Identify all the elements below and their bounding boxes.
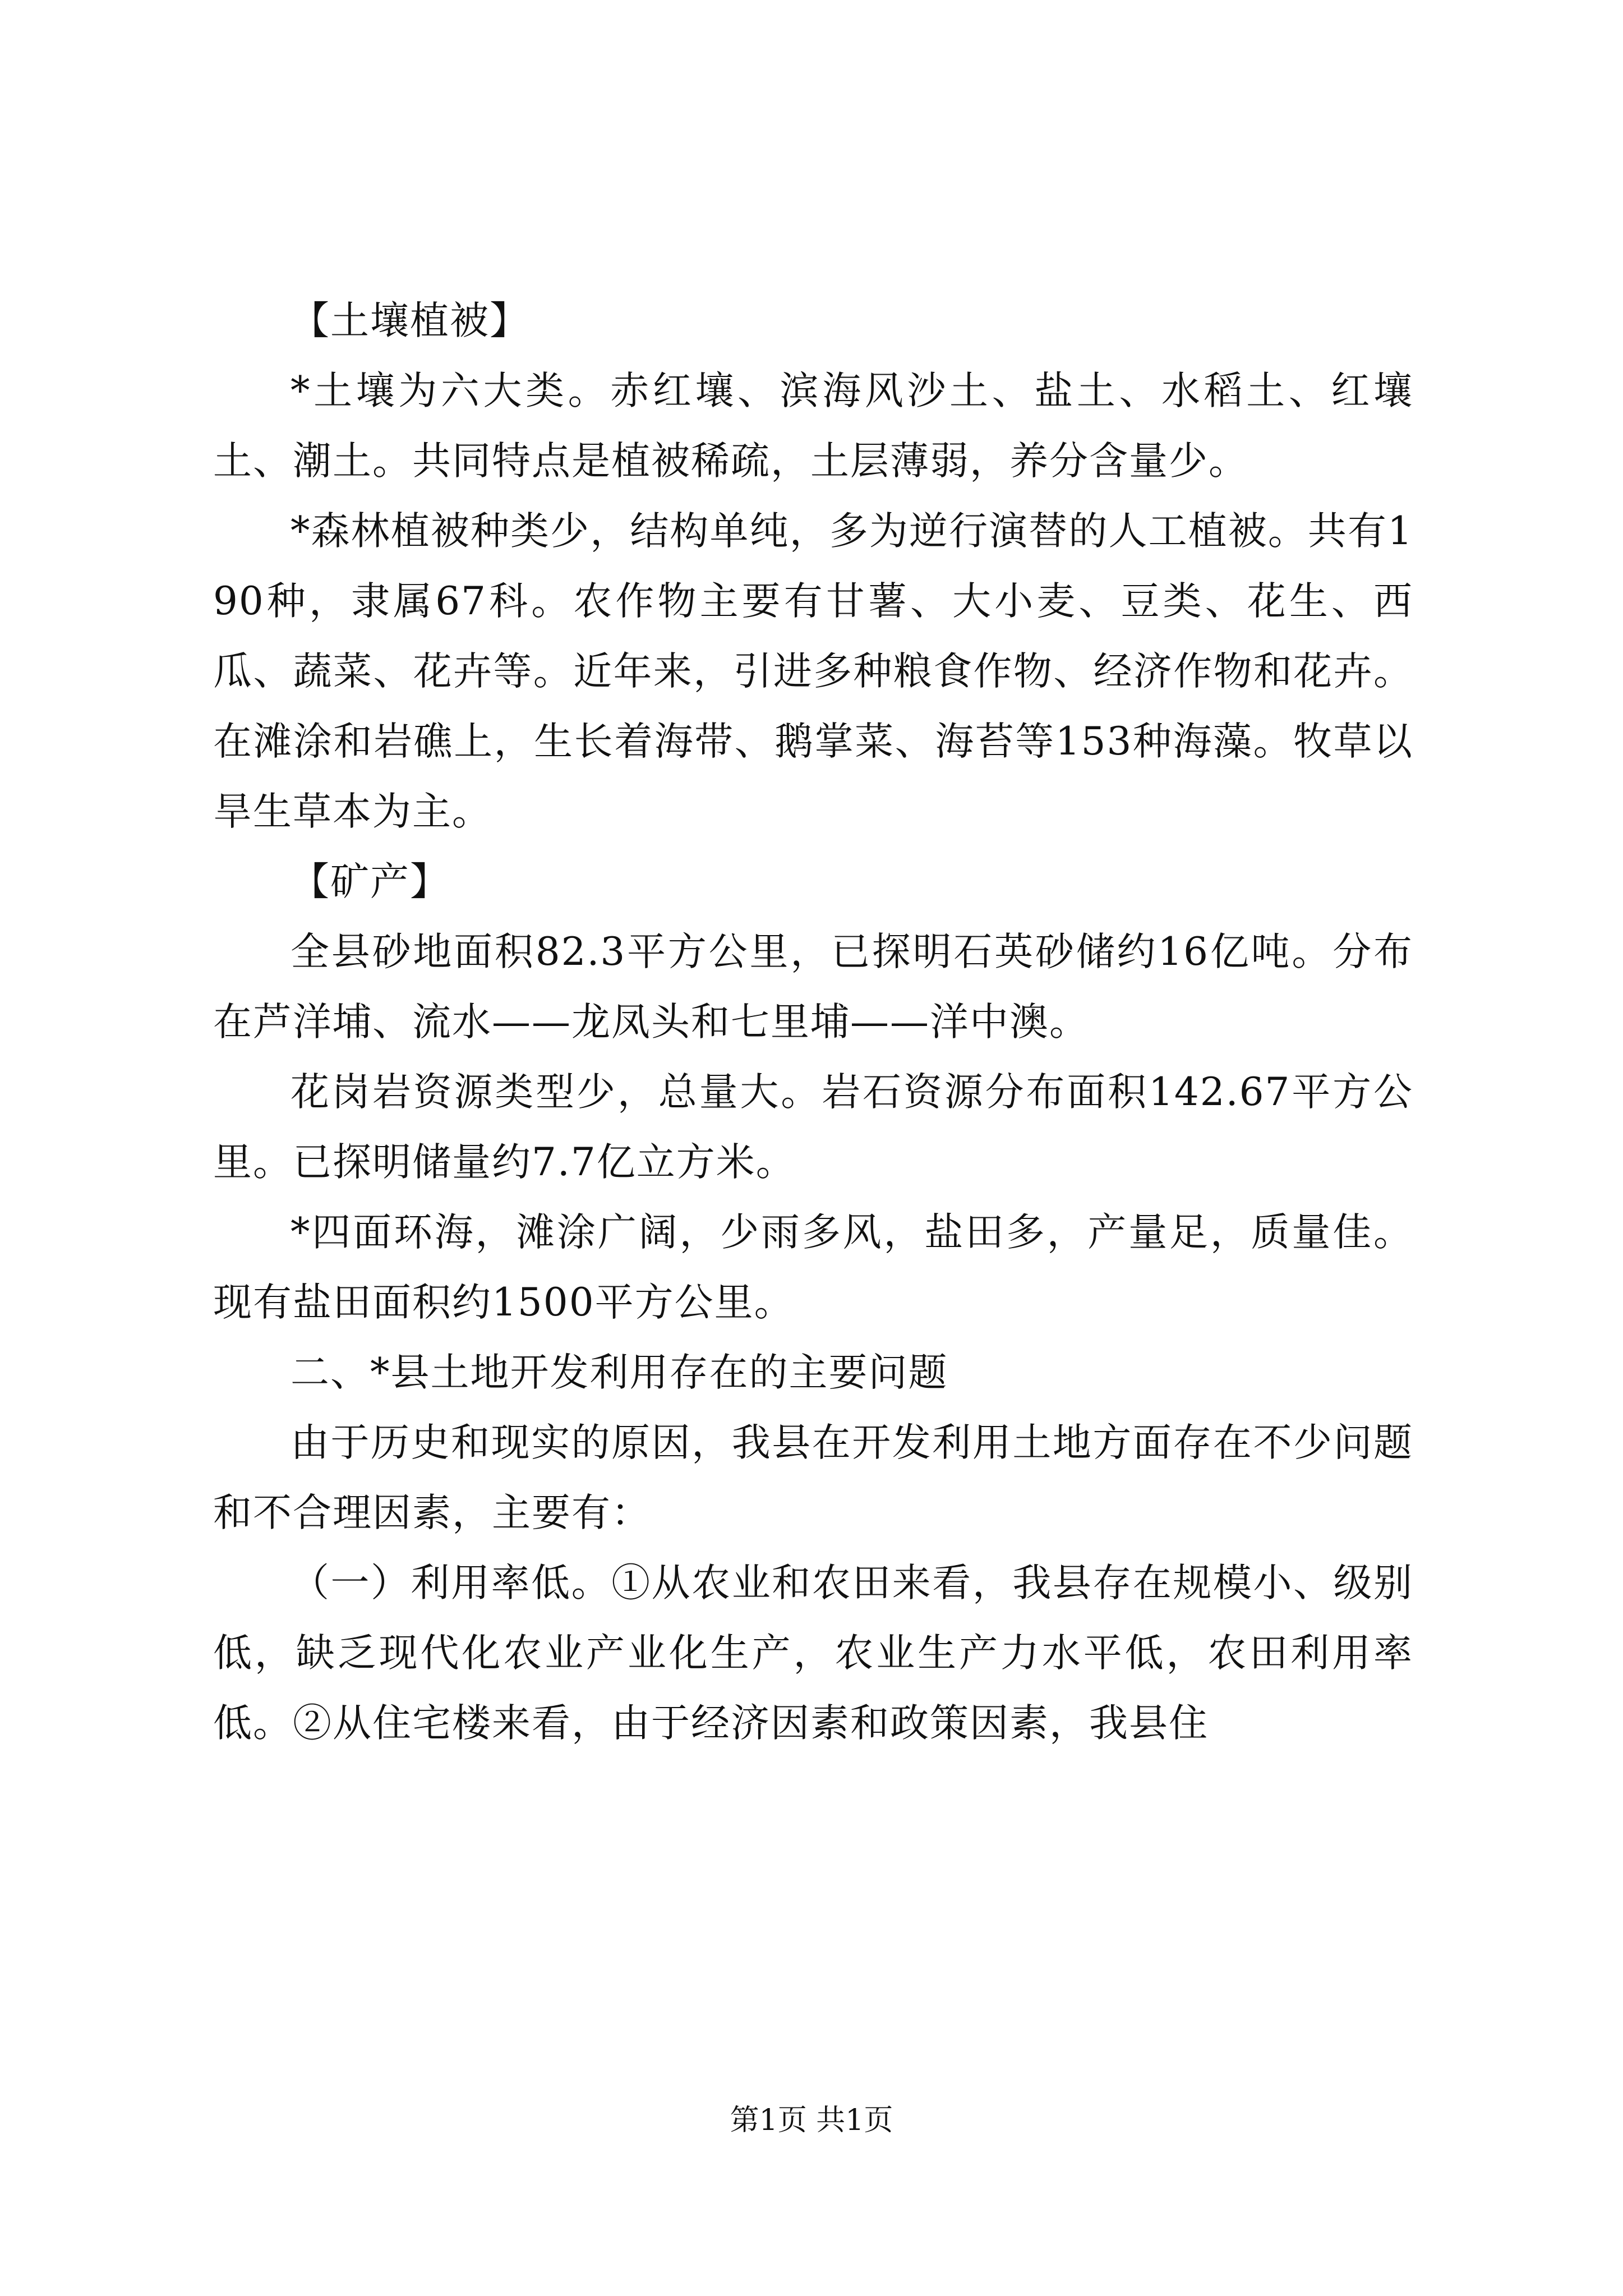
paragraph-sand-resources: 全县砂地面积82.3平方公里，已探明石英砂储约16亿吨。分布在芦洋埔、流水——龙凤头和七里埔——洋中澳。 (213, 930, 1413, 1045)
paragraph-problems-intro: 由于历史和现实的原因，我县在开发利用土地方面存在不少问题和不合理因素，主要有： (213, 1420, 1413, 1535)
paragraph-granite-resources: 花岗岩资源类型少，总量大。岩石资源分布面积142.67平方公里。已探明储量约7.7亿立方米。 (213, 1070, 1413, 1185)
paragraph-soil-types: *土壤为六大类。赤红壤、滨海风沙土、盐土、水稻土、红壤土、潮土。共同特点是植被稀疏，土层薄弱，养分含量少。 (213, 369, 1413, 484)
paragraph-forest-vegetation: *森林植被种类少，结构单纯，多为逆行演替的人工植被。共有190种，隶属67科。农作物主要有甘薯、大小麦、豆类、花生、西瓜、蔬菜、花卉等。近年来，引进多种粮食作物、经济作物和花卉。在滩涂和岩礁上，生长着海带、鹅掌菜、海苔等153种海藻。牧草以旱生草本为主。 (213, 509, 1413, 834)
paragraph-low-utilization: （一）利用率低。①从农业和农田来看，我县存在规模小、级别低，缺乏现代化农业产业化生产，农业生产力水平低，农田利用率低。②从住宅楼来看，由于经济因素和政策因素，我县住 (213, 1561, 1413, 1746)
section-heading-land-problems: 二、*县土地开发利用存在的主要问题 (291, 1350, 948, 1395)
section-heading-minerals: 【矿产】 (291, 859, 450, 904)
page-footer: 第1页 共1页 (730, 2104, 893, 2137)
document-body (213, 286, 1413, 1759)
paragraph-salt-fields: *四面环海，滩涂广阔，少雨多风，盐田多，产量足，质量佳。现有盐田面积约1500平方公里。 (213, 1210, 1413, 1325)
section-heading-soil-vegetation: 【土壤植被】 (291, 298, 529, 343)
